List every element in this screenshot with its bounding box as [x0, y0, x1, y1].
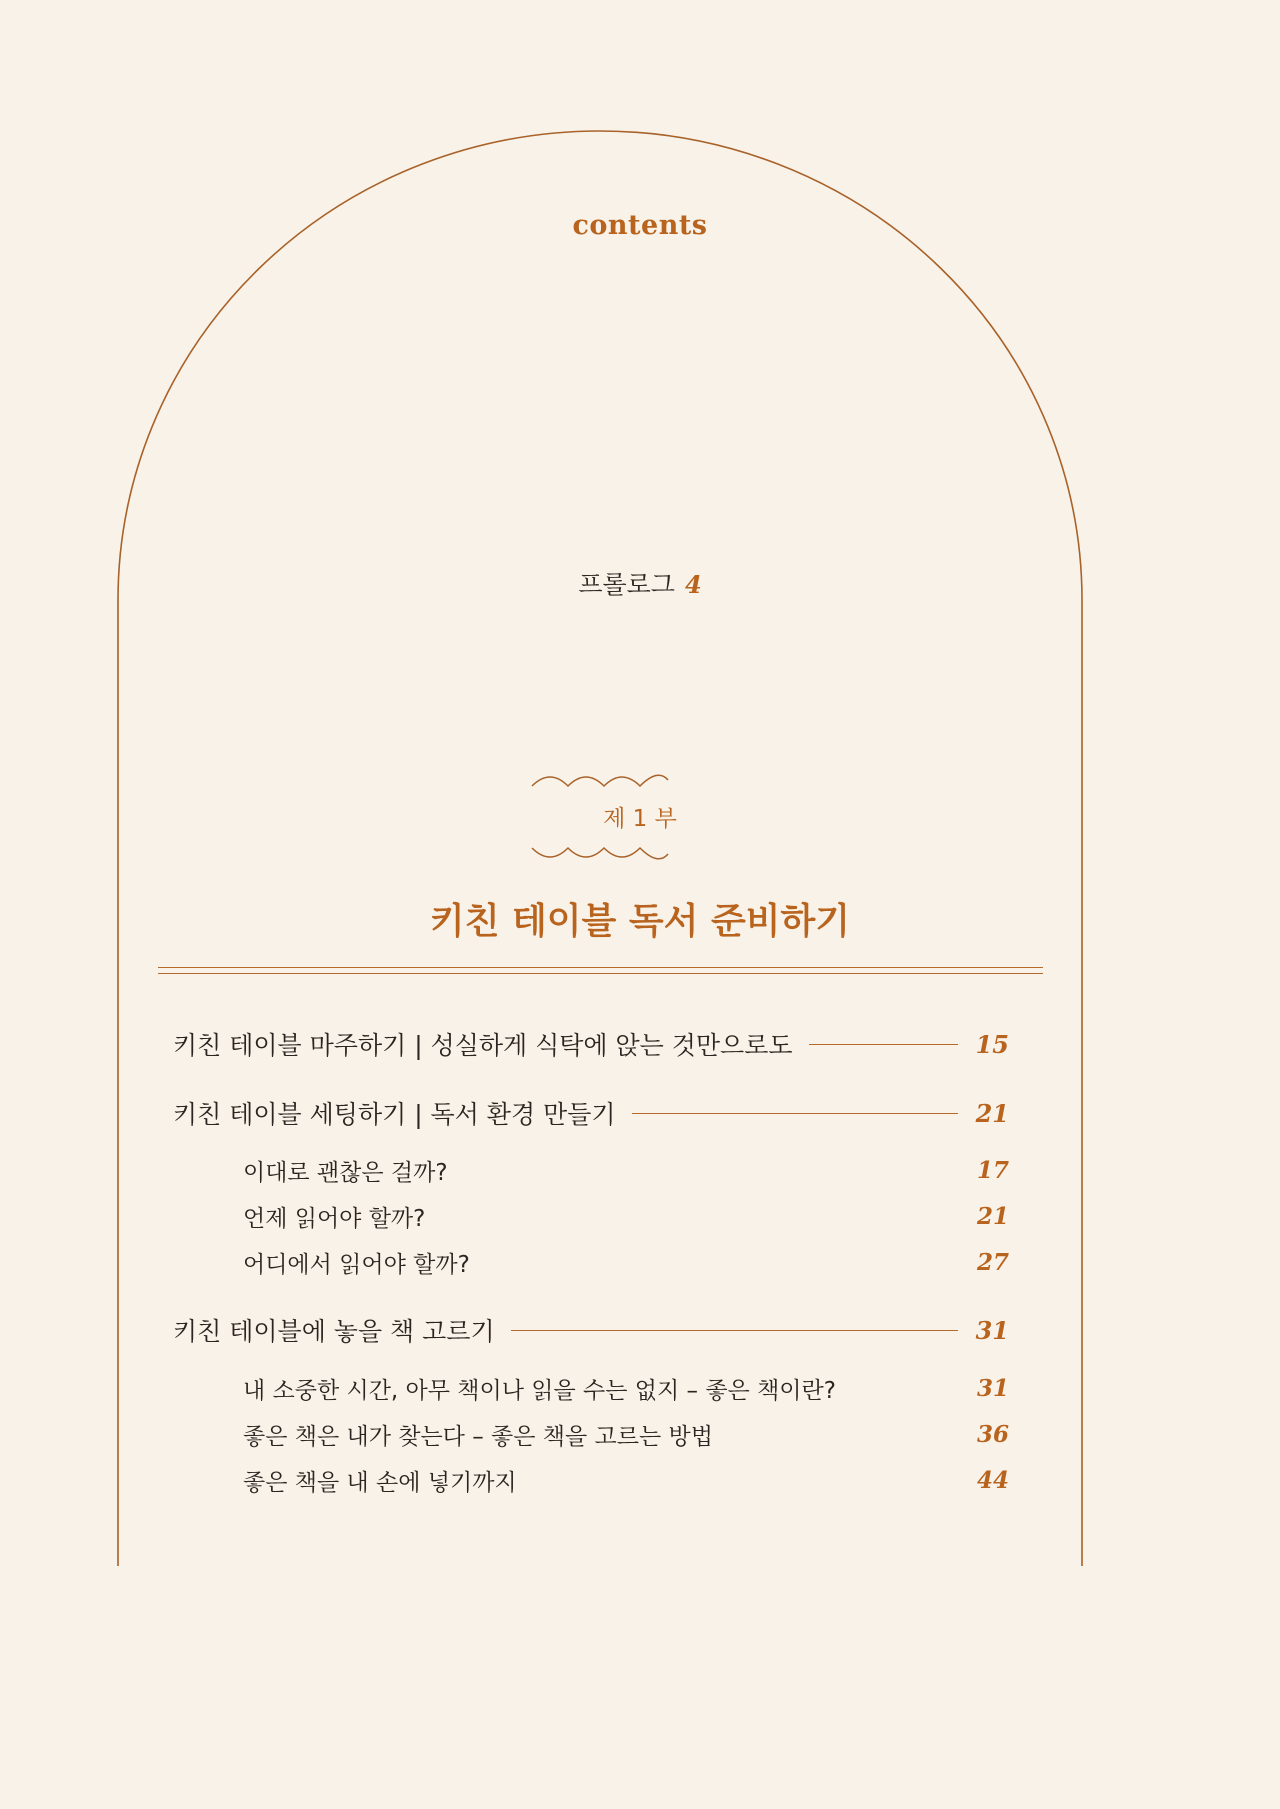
toc-page-number: 17 [976, 1157, 1009, 1184]
toc-page-number: 44 [976, 1467, 1009, 1494]
double-rule-bottom [158, 973, 1043, 974]
toc-section-title: 키친 테이블에 놓을 책 고르기 [173, 1317, 495, 1346]
part-title: 키친 테이블 독서 준비하기 [429, 901, 851, 942]
dotted-leader [809, 1044, 958, 1045]
toc-page-number: 21 [975, 1098, 1009, 1128]
dotted-leader [511, 1330, 958, 1331]
toc-section-3[interactable] [173, 1312, 1009, 1348]
dotted-leader [632, 1113, 958, 1114]
toc-item[interactable] [243, 1464, 1009, 1497]
prologue-label: 프롤로그 [578, 570, 675, 599]
toc-section-2[interactable] [173, 1095, 1009, 1131]
toc-page-number: 31 [976, 1375, 1009, 1402]
toc-item-title: 좋은 책은 내가 찾는다 – 좋은 책을 고르는 방법 [243, 1424, 713, 1450]
double-rule-top [158, 967, 1043, 968]
toc-page-number: 15 [975, 1029, 1009, 1059]
prologue-page-number: 4 [684, 570, 702, 599]
toc-item[interactable] [243, 1154, 1009, 1187]
toc-item[interactable] [243, 1200, 1009, 1233]
toc-item[interactable] [243, 1246, 1009, 1279]
contents-title: contents [572, 210, 708, 241]
toc-item-title: 어디에서 읽어야 할까? [243, 1252, 470, 1278]
toc-item-title: 이대로 괜찮은 걸까? [243, 1160, 448, 1186]
toc-item-title: 내 소중한 시간, 아무 책이나 읽을 수는 없지 – 좋은 책이란? [243, 1378, 836, 1404]
toc-item-title: 좋은 책을 내 손에 넣기까지 [243, 1470, 517, 1496]
toc-section-1[interactable] [173, 1026, 1009, 1062]
toc-item[interactable] [243, 1418, 1009, 1451]
prologue-entry[interactable] [0, 565, 1280, 601]
toc-section-title: 키친 테이블 세팅하기 | 독서 환경 만들기 [173, 1100, 616, 1129]
toc-page-number: 36 [976, 1421, 1009, 1448]
toc-page-number: 21 [976, 1203, 1009, 1230]
toc-page-number: 31 [975, 1315, 1009, 1345]
part-label: 제 1 부 [603, 806, 677, 832]
toc-page-number: 27 [976, 1249, 1009, 1276]
toc-item-title: 언제 읽어야 할까? [243, 1206, 426, 1232]
toc-item[interactable] [243, 1372, 1009, 1405]
toc-section-title: 키친 테이블 마주하기 | 성실하게 식탁에 앉는 것만으로도 [173, 1031, 793, 1060]
